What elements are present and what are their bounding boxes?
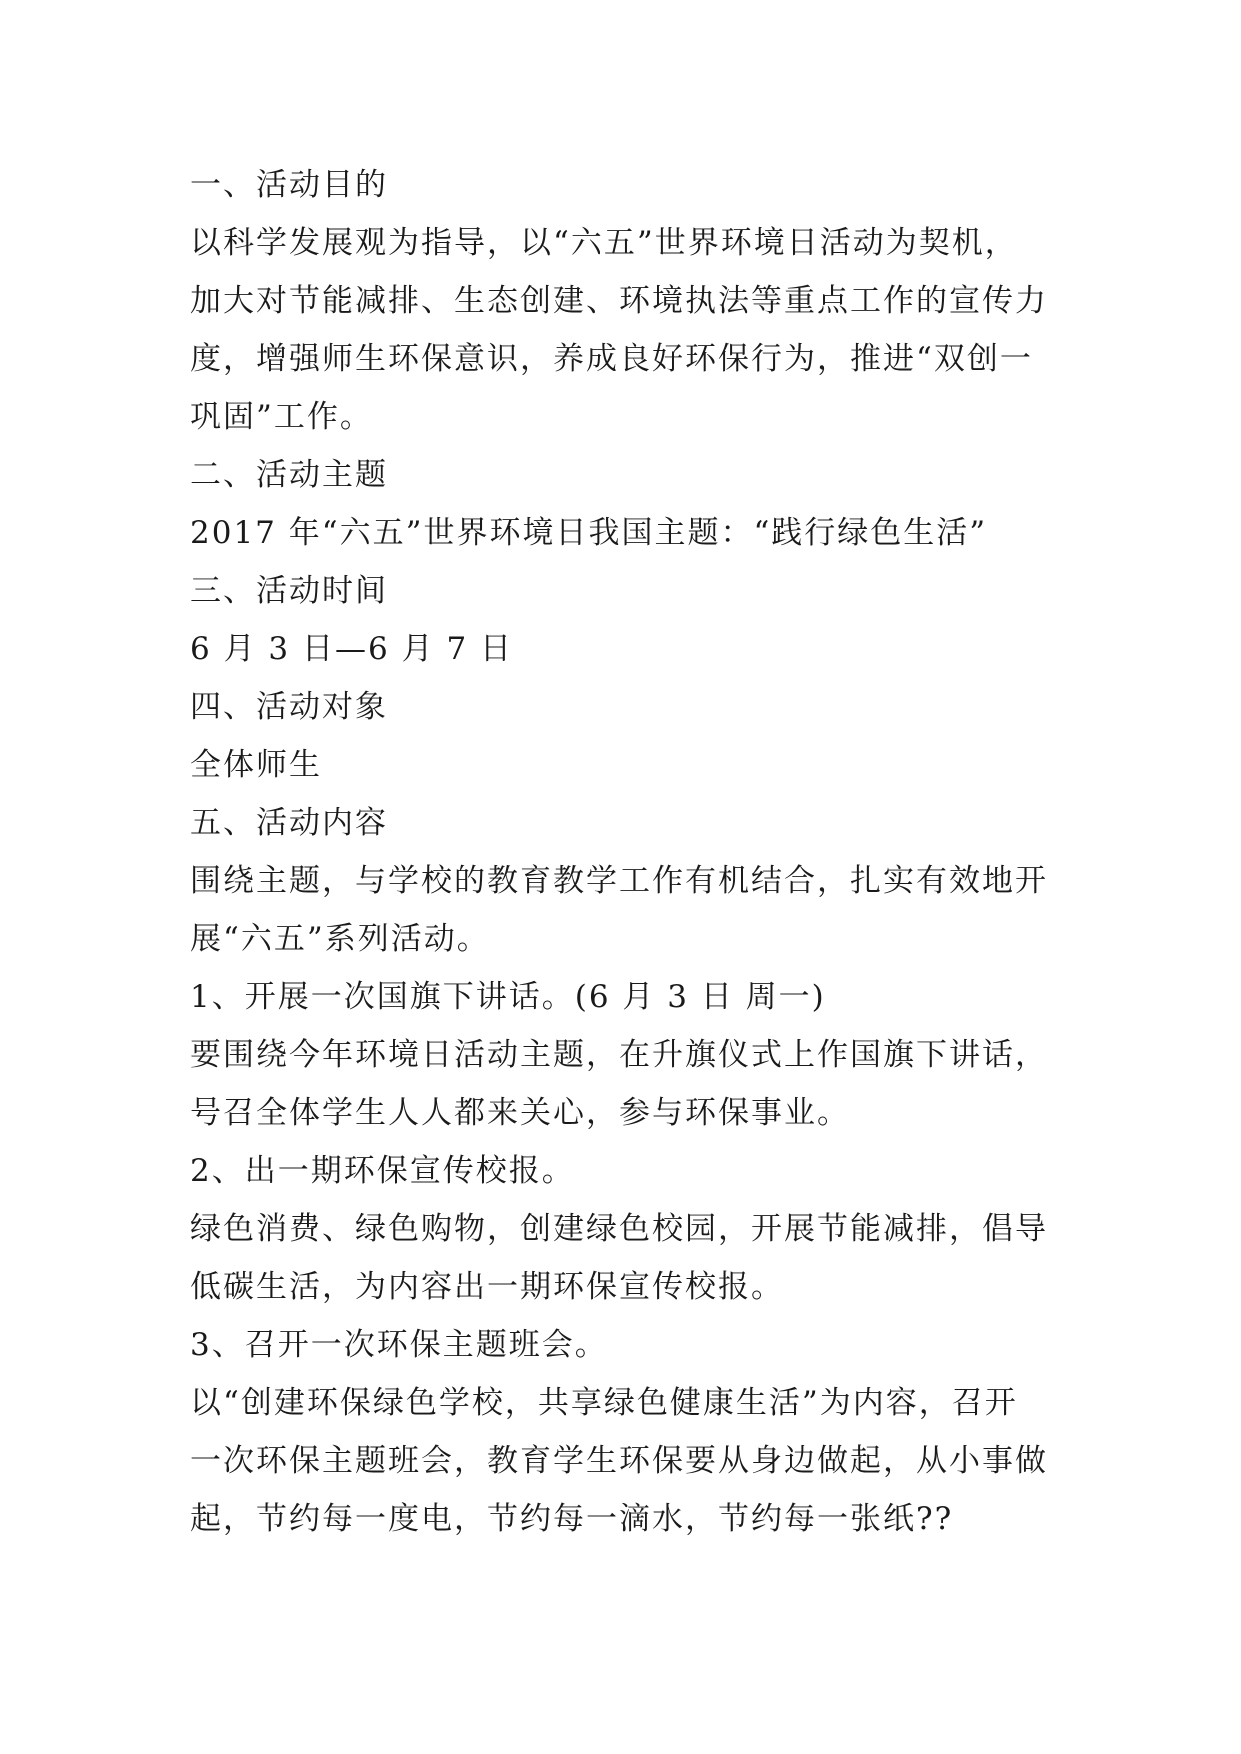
- paragraph-line: 2017 年“六五”世界环境日我国主题：“践行绿色生活”: [190, 515, 988, 551]
- paragraph-line: 加大对节能减排、生态创建、环境执法等重点工作的宣传力: [190, 283, 1048, 319]
- section-heading-purpose: 一、活动目的: [190, 167, 388, 203]
- section-heading-time: 三、活动时间: [190, 573, 388, 609]
- paragraph-line: 号召全体学生人人都来关心，参与环保事业。: [190, 1095, 850, 1131]
- paragraph-line: 以科学发展观为指导，以“六五”世界环境日活动为契机，: [190, 225, 1018, 261]
- paragraph-line: 度，增强师生环保意识，养成良好环保行为，推进“双创一: [190, 341, 1033, 377]
- paragraph-line: 低碳生活，为内容出一期环保宣传校报。: [190, 1269, 784, 1305]
- section-heading-content: 五、活动内容: [190, 805, 388, 841]
- paragraph-line: 全体师生: [190, 747, 322, 783]
- paragraph-line: 围绕主题，与学校的教育教学工作有机结合，扎实有效地开: [190, 863, 1048, 899]
- document-body: [190, 156, 1090, 1548]
- item-heading-flag-speech: 1、开展一次国旗下讲话。(6 月 3 日 周一): [190, 979, 826, 1015]
- paragraph-line: 以“创建环保绿色学校，共享绿色健康生活”为内容，召开: [190, 1385, 1018, 1421]
- paragraph-line: 巩固”工作。: [190, 399, 373, 435]
- paragraph-line: 起，节约每一度电，节约每一滴水，节约每一张纸??: [190, 1501, 954, 1537]
- paragraph-line: 6 月 3 日—6 月 7 日: [190, 631, 514, 667]
- section-heading-theme: 二、活动主题: [190, 457, 388, 493]
- paragraph-line: 一次环保主题班会，教育学生环保要从身边做起，从小事做: [190, 1443, 1048, 1479]
- paragraph-line: 要围绕今年环境日活动主题，在升旗仪式上作国旗下讲话，: [190, 1037, 1048, 1073]
- paragraph-line: 绿色消费、绿色购物，创建绿色校园，开展节能减排，倡导: [190, 1211, 1048, 1247]
- item-heading-newsletter: 2、出一期环保宣传校报。: [190, 1153, 575, 1189]
- paragraph-line: 展“六五”系列活动。: [190, 921, 490, 957]
- item-heading-class-meeting: 3、召开一次环保主题班会。: [190, 1327, 608, 1363]
- section-heading-audience: 四、活动对象: [190, 689, 388, 725]
